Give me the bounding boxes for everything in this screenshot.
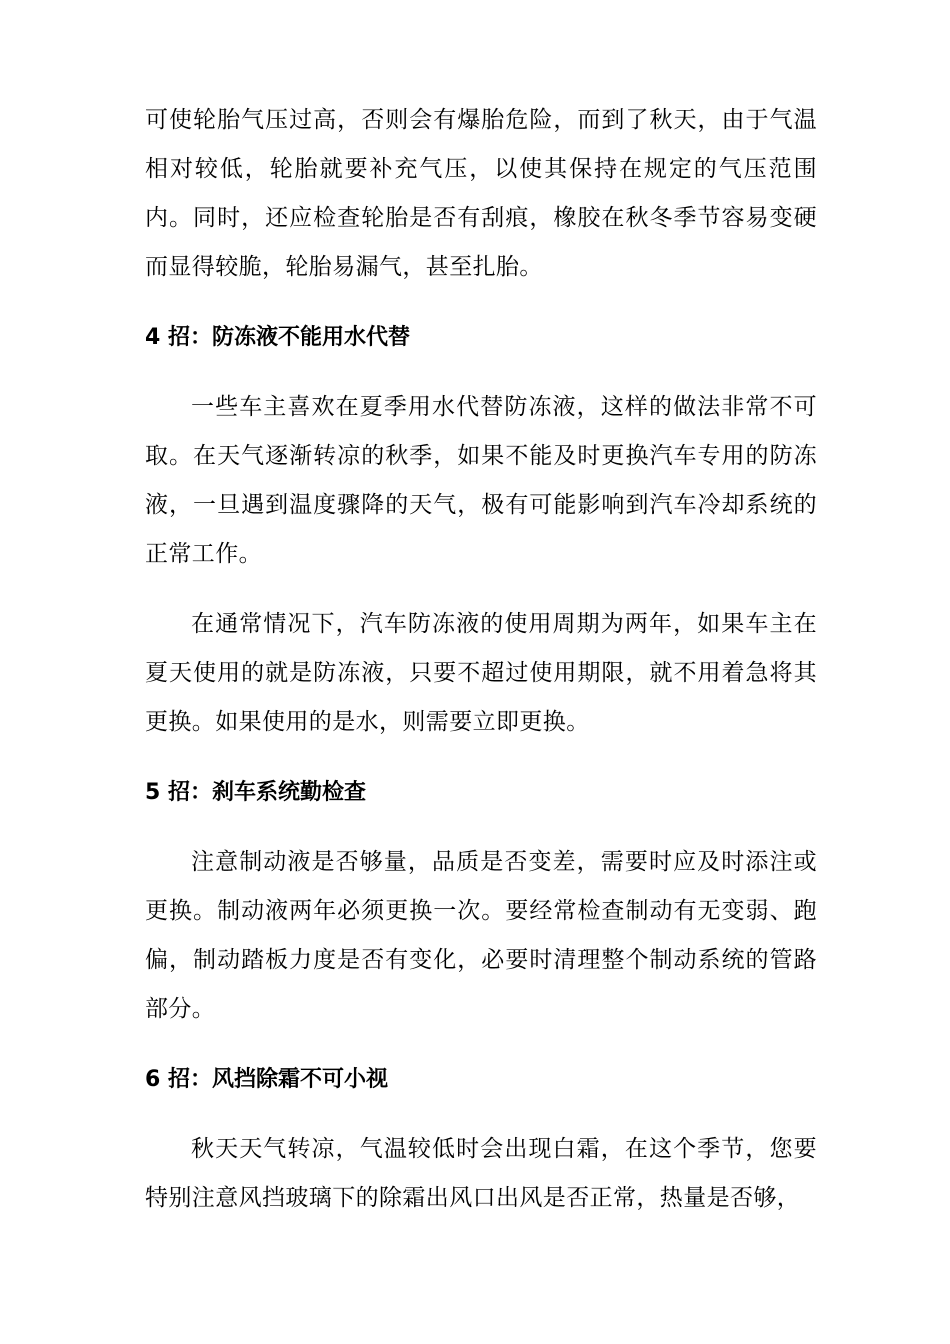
heading-tip-5: 5 招：刹车系统勤检查 xyxy=(145,780,366,805)
paragraph-tire-pressure: 可使轮胎气压过高，否则会有爆胎危险，而到了秋天，由于气温相对较低，轮胎就要补充气压，以使其保持在规定的气压范围内。同时，还应检查轮胎是否有刮痕，橡胶在秋冬季节容易变硬而显得较脆，轮胎易漏气，甚至扎胎。 xyxy=(145,107,817,280)
spacer xyxy=(145,1104,817,1125)
spacer xyxy=(145,292,817,313)
document-page xyxy=(145,96,817,1223)
heading-tip-4: 4 招：防冻液不能用水代替 xyxy=(145,325,410,350)
spacer xyxy=(145,579,817,600)
paragraph-windshield-defrost: 秋天天气转凉，气温较低时会出现白霜，在这个季节，您要特别注意风挡玻璃下的除霜出风口出风是否正常，热量是否够， xyxy=(145,1136,817,1211)
spacer xyxy=(145,1034,817,1055)
heading-tip-6: 6 招：风挡除霜不可小视 xyxy=(145,1067,388,1092)
paragraph-antifreeze-1: 一些车主喜欢在夏季用水代替防冻液，这样的做法非常不可取。在天气逐渐转凉的秋季，如果不能及时更换汽车专用的防冻液，一旦遇到温度骤降的天气，极有可能影响到汽车冷却系统的正常工作。 xyxy=(145,394,817,567)
spacer xyxy=(145,362,817,383)
paragraph-antifreeze-2: 在通常情况下，汽车防冻液的使用周期为两年，如果车主在夏天使用的就是防冻液，只要不超过使用期限，就不用着急将其更换。如果使用的是水，则需要立即更换。 xyxy=(145,611,817,735)
spacer xyxy=(145,817,817,838)
paragraph-brake-system: 注意制动液是否够量，品质是否变差，需要时应及时添注或更换。制动液两年必须更换一次。要经常检查制动有无变弱、跑偏，制动踏板力度是否有变化，必要时清理整个制动系统的管路部分。 xyxy=(145,849,817,1022)
spacer xyxy=(145,747,817,768)
